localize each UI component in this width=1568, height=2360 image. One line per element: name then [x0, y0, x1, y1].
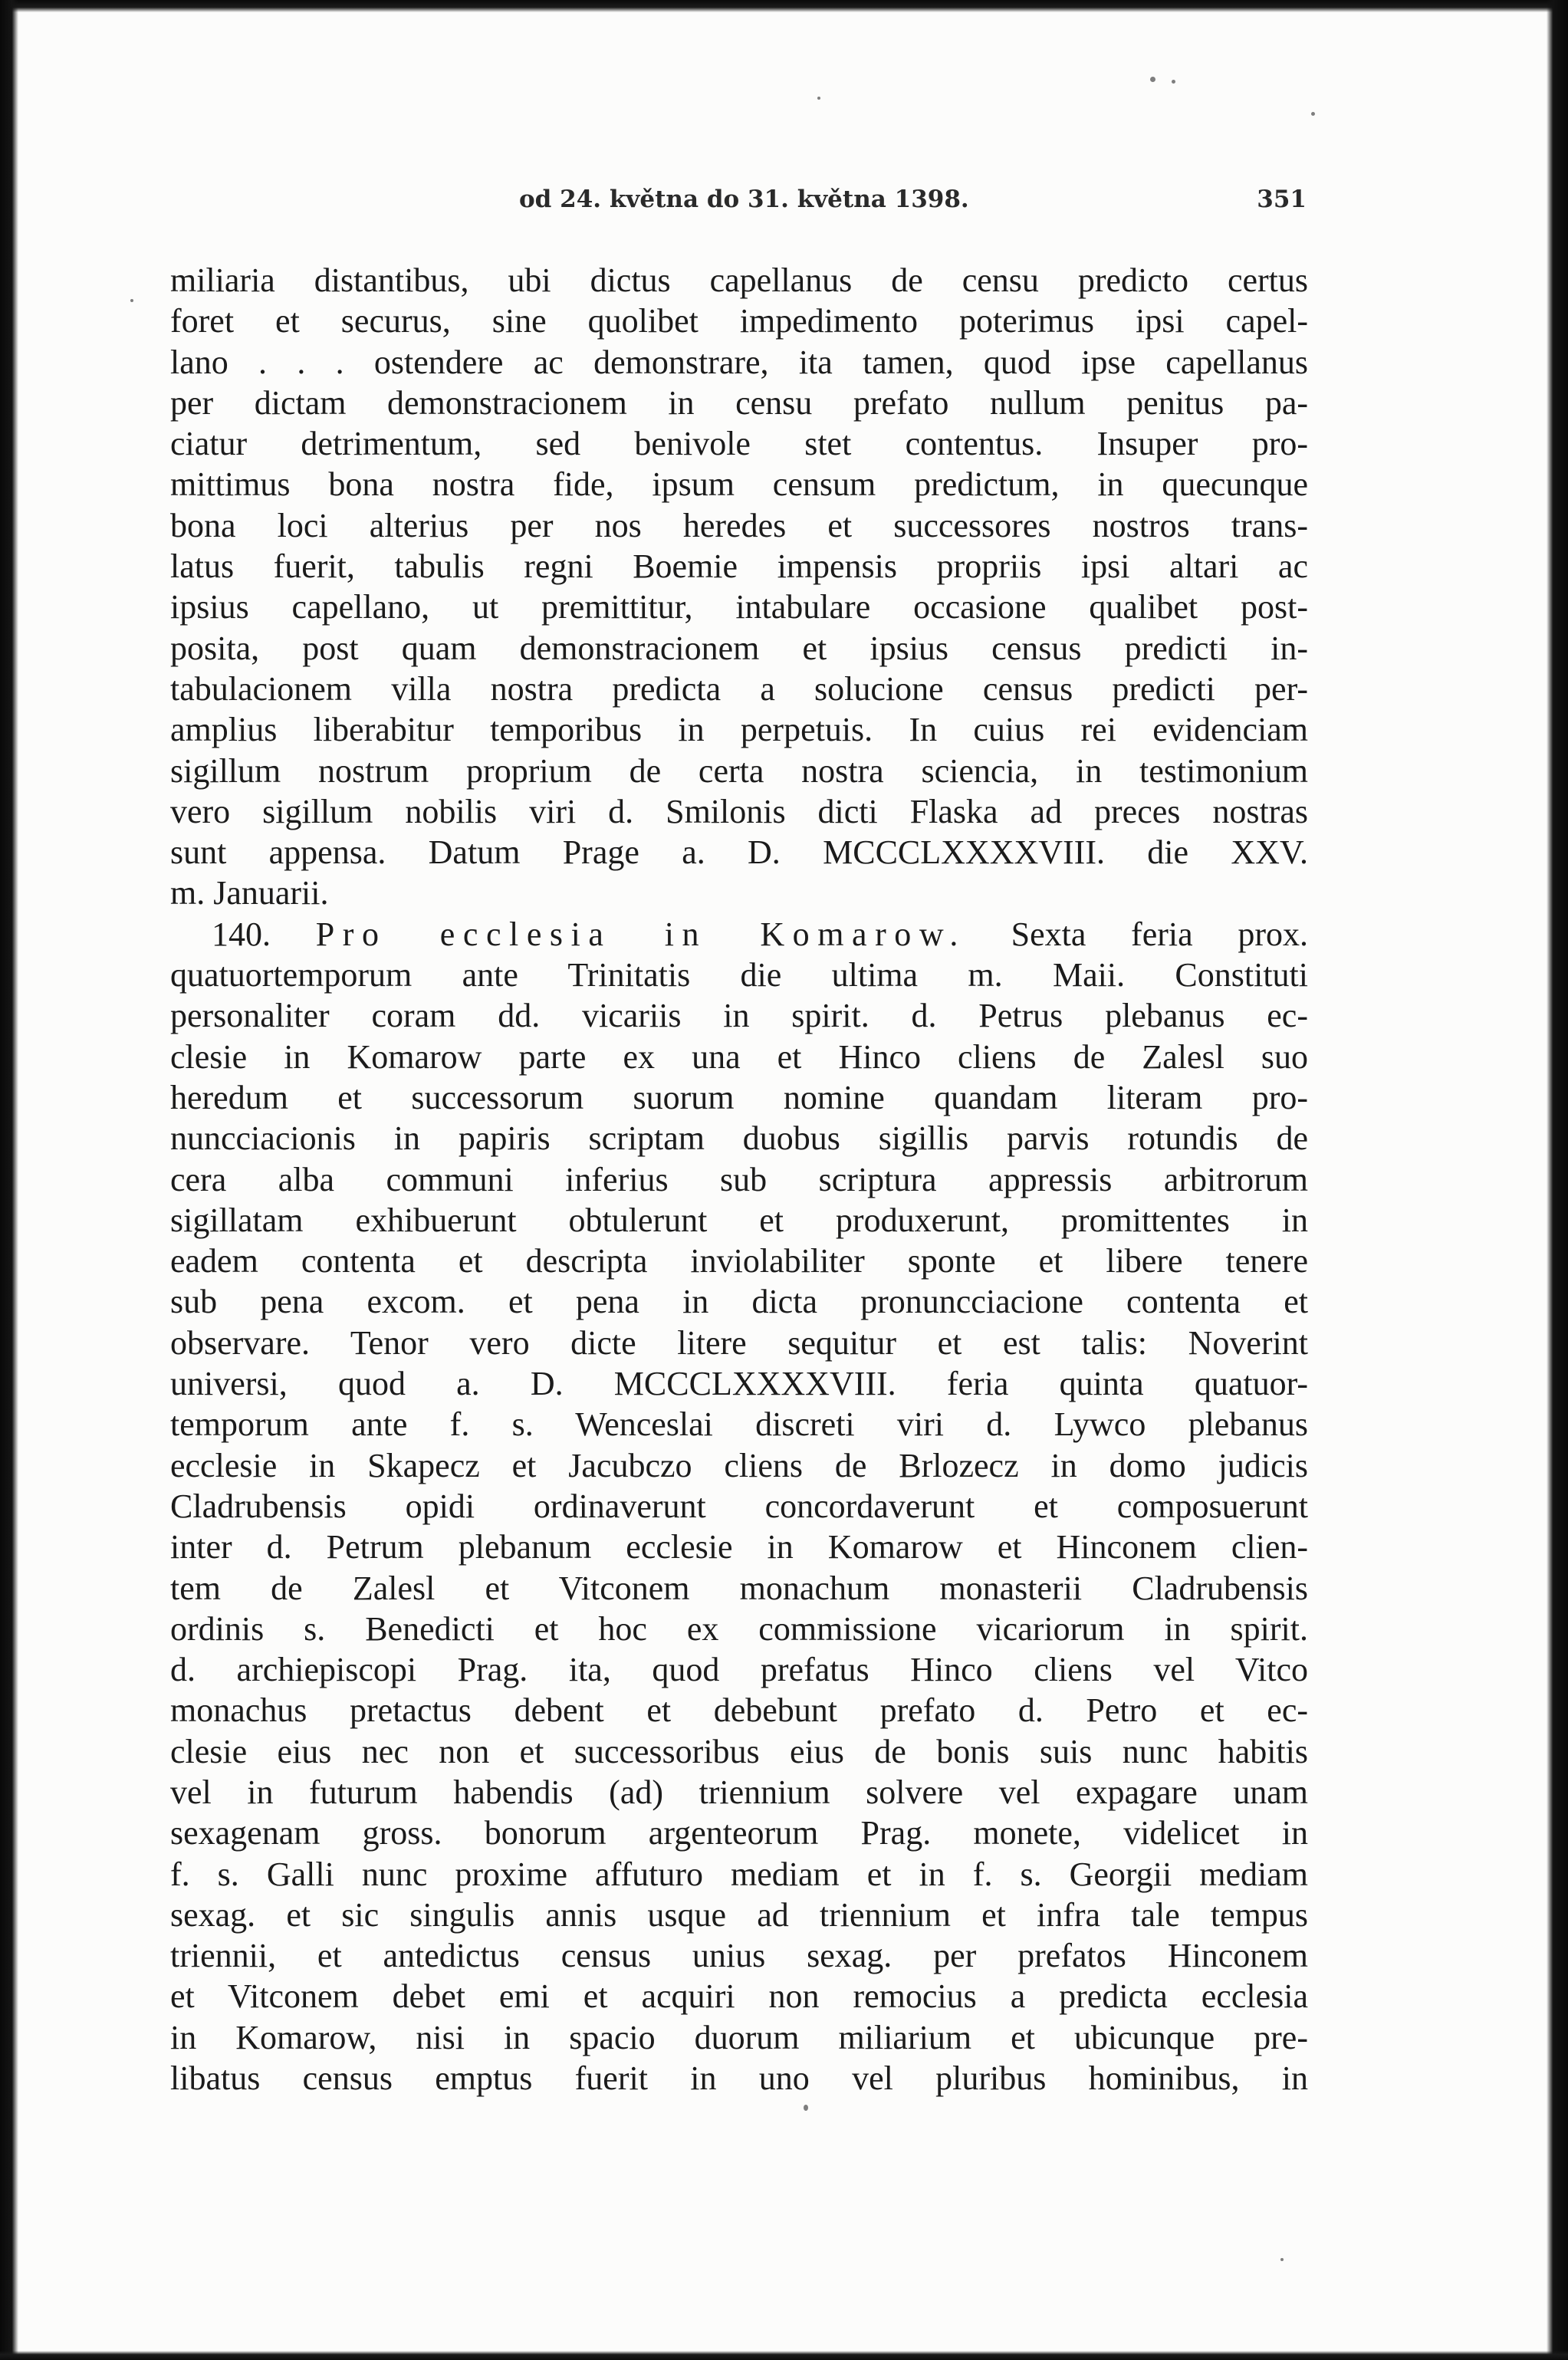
running-head: od 24. května do 31. května 1398. [519, 186, 969, 213]
scan-speck [130, 299, 133, 302]
text-line: per dictam demonstracionem in censu prefato nullum penitus pa- [170, 383, 1308, 422]
text-line: foret et securus, sine quolibet impedimento poterimus ipsi capel- [170, 302, 1308, 340]
scan-border-bottom [0, 2351, 1568, 2360]
text-line: nuncciacionis in papiris scriptam duobus sigillis parvis rotundis de [170, 1119, 1308, 1158]
text-line: sexagenam gross. bonorum argenteorum Prag. monete, videlicet in [170, 1814, 1308, 1852]
text-line: amplius liberabitur temporibus in perpetuis. In cuius rei evidenciam [170, 711, 1308, 749]
text-line: sigillatam exhibuerunt obtulerunt et produxerunt, promittentes in [170, 1201, 1308, 1239]
text-line: vero sigillum nobilis viri d. Smilonis dicti Flaska ad preces nostras [170, 792, 1308, 830]
scan-speck [817, 97, 820, 100]
text-line: posita, post quam demonstracionem et ipsius census predicti in- [170, 629, 1308, 667]
text-line: universi, quod a. D. MCCCLXXXXVIII. feria quinta quatuor- [170, 1365, 1308, 1403]
text-line: ciatur detrimentum, sed benivole stet contentus. Insuper pro- [170, 425, 1308, 463]
text-line: d. archiepiscopi Prag. ita, quod prefatus Hinco cliens vel Vitco [170, 1651, 1308, 1689]
entry-first-line-rest: Sexta feria prox. [1011, 915, 1309, 953]
text-line: miliaria distantibus, ubi dictus capellanus de censu predicto certus [170, 261, 1308, 299]
text-line: clesie eius nec non et successoribus eius de bonis suis nunc habitis [170, 1732, 1308, 1770]
entry-number: 140. [212, 915, 271, 953]
text-line: personaliter coram dd. vicariis in spirit. d. Petrus plebanus ec- [170, 997, 1308, 1035]
text-line: sexag. et sic singulis annis usque ad triennium et infra tale tempus [170, 1895, 1308, 1934]
text-line: observare. Tenor vero dicte litere sequitur et est talis: Noverint [170, 1323, 1308, 1362]
entry-heading: Pro ecclesia in Komarow. [315, 915, 966, 953]
page-number: 351 [1257, 186, 1307, 213]
text-line: sub pena excom. et pena in dicta pronuncciacione contenta et [170, 1283, 1308, 1321]
text-line: sunt appensa. Datum Prage a. D. MCCCLXXXXVIII. die XXV. [170, 833, 1308, 872]
text-line: ecclesie in Skapecz et Jacubczo cliens de Brlozecz in domo judicis [170, 1446, 1308, 1484]
text-line: quatuortemporum ante Trinitatis die ultima m. Maii. Constituti [170, 956, 1308, 994]
text-line: cera alba communi inferius sub scriptura appressis arbitrorum [170, 1160, 1308, 1198]
text-line: libatus census emptus fuerit in uno vel pluribus hominibus, in [170, 2059, 1308, 2098]
scan-speck [1172, 80, 1175, 84]
scan-speck [804, 2105, 808, 2111]
text-line: triennii, et antedictus census unius sexag. per prefatos Hinconem [170, 1937, 1308, 1975]
text-line: clesie in Komarow parte ex una et Hinco cliens de Zalesl suo [170, 1037, 1308, 1076]
scan-border-right [1547, 0, 1568, 2360]
text-line: lano . . . ostendere ac demonstrare, ita tamen, quod ipse capellanus [170, 343, 1308, 381]
text-line: sigillum nostrum proprium de certa nostra sciencia, in testimonium [170, 751, 1308, 790]
text-line: inter d. Petrum plebanum ecclesie in Komarow et Hinconem clien- [170, 1528, 1308, 1566]
text-line: tem de Zalesl et Vitconem monachum monasterii Cladrubensis [170, 1569, 1308, 1607]
text-line: Cladrubensis opidi ordinaverunt concordaverunt et composuerunt [170, 1487, 1308, 1525]
text-line: et Vitconem debet emi et acquiri non remocius a predicta ecclesia [170, 1977, 1308, 2016]
text-line: f. s. Galli nunc proxime affuturo mediam et in f. s. Georgii mediam [170, 1855, 1308, 1893]
text-line: heredum et successorum suorum nomine quandam literam pro- [170, 1078, 1308, 1116]
scan-speck [1311, 112, 1315, 116]
scan-speck [1150, 77, 1155, 82]
text-line: ipsius capellano, ut premittitur, intabulare occasione qualibet post- [170, 588, 1308, 626]
text-line: ordinis s. Benedicti et hoc ex commissione vicariorum in spirit. [170, 1609, 1308, 1648]
text-line: m. Januarii. [170, 874, 329, 912]
scan-border-left [0, 0, 18, 2360]
text-line: latus fuerit, tabulis regni Boemie impensis propriis ipsi altari ac [170, 547, 1308, 586]
text-line: eadem contenta et descripta inviolabiliter sponte et libere tenere [170, 1242, 1308, 1280]
text-line: in Komarow, nisi in spacio duorum miliarium et ubicunque pre- [170, 2018, 1308, 2056]
text-line: mittimus bona nostra fide, ipsum censum predictum, in quecunque [170, 465, 1308, 504]
text-line: temporum ante f. s. Wenceslai discreti viri d. Lywco plebanus [170, 1405, 1308, 1444]
body-text [170, 260, 1308, 2099]
scan-border-top [0, 0, 1568, 12]
page-header [173, 179, 1307, 218]
scan-speck [1280, 2258, 1284, 2261]
text-line: bona loci alterius per nos heredes et successores nostros trans- [170, 506, 1308, 544]
text-line: tabulacionem villa nostra predicta a solucione census predicti per- [170, 669, 1308, 708]
text-line: vel in futurum habendis (ad) triennium solvere vel expagare unam [170, 1773, 1308, 1811]
entry-140-first-line [170, 914, 1308, 955]
text-line: monachus pretactus debent et debebunt prefato d. Petro et ec- [170, 1691, 1308, 1730]
